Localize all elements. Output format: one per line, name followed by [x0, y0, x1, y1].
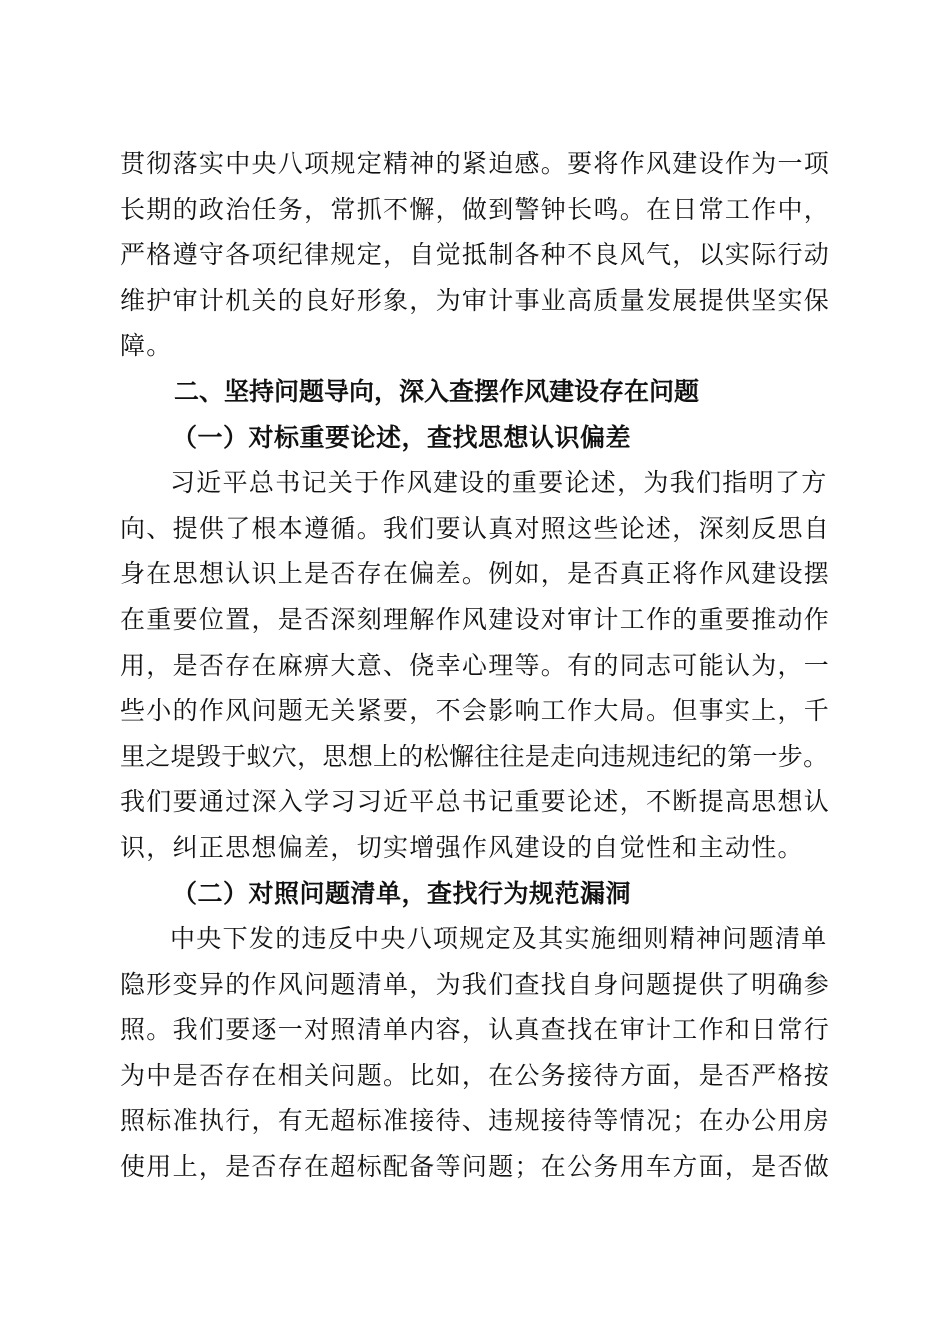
subsection-heading: （一）对标重要论述，查找思想认识偏差 — [172, 422, 632, 452]
text-line: 长期的政治任务，常抓不懈，做到警钟长鸣。在日常工作中， — [120, 194, 831, 224]
text-line: 隐形变异的作风问题清单，为我们查找自身问题提供了明确参 — [120, 969, 831, 999]
text-line: 照。我们要逐一对照清单内容，认真查找在审计工作和日常行 — [120, 1015, 831, 1045]
text-line: 我们要通过深入学习习近平总书记重要论述，不断提高思想认 — [120, 787, 831, 817]
subsection-heading: （二）对照问题清单，查找行为规范漏洞 — [172, 878, 632, 908]
text-line: 使用上，是否存在超标配备等问题；在公务用车方面，是否做 — [120, 1152, 831, 1182]
text-line: 身在思想认识上是否存在偏差。例如，是否真正将作风建设摆 — [120, 559, 831, 589]
text-line: 贯彻落实中央八项规定精神的紧迫感。要将作风建设作为一项 — [120, 149, 831, 178]
document-body — [120, 141, 832, 1190]
text-line: 用，是否存在麻痹大意、侥幸心理等。有的同志可能认为，一 — [120, 650, 831, 680]
text-line: 向、提供了根本遵循。我们要认真对照这些论述，深刻反思自 — [120, 513, 831, 543]
text-line: 照标准执行，有无超标准接待、违规接待等情况；在办公用房 — [120, 1106, 831, 1136]
text-line: 维护审计机关的良好形象，为审计事业高质量发展提供坚实保 — [120, 285, 831, 315]
text-line: 习近平总书记关于作风建设的重要论述，为我们指明了方 — [170, 468, 828, 498]
text-line: 些小的作风问题无关紧要，不会影响工作大局。但事实上，千 — [120, 696, 831, 726]
text-line: 障。 — [120, 331, 173, 361]
text-line: 里之堤毁于蚁穴，思想上的松懈往往是走向违规违纪的第一步。 — [120, 741, 829, 771]
text-line: 严格遵守各项纪律规定，自觉抵制各种不良风气，以实际行动 — [120, 240, 831, 270]
text-line: 在重要位置，是否深刻理解作风建设对审计工作的重要推动作 — [120, 604, 831, 634]
text-line: 为中是否存在相关问题。比如，在公务接待方面，是否严格按 — [120, 1060, 831, 1090]
section-heading: 二、坚持问题导向，深入查摆作风建设存在问题 — [174, 376, 700, 406]
text-line: 中央下发的违反中央八项规定及其实施细则精神问题清单 — [170, 924, 828, 954]
text-line: 识，纠正思想偏差，切实增强作风建设的自觉性和主动性。 — [120, 832, 804, 862]
